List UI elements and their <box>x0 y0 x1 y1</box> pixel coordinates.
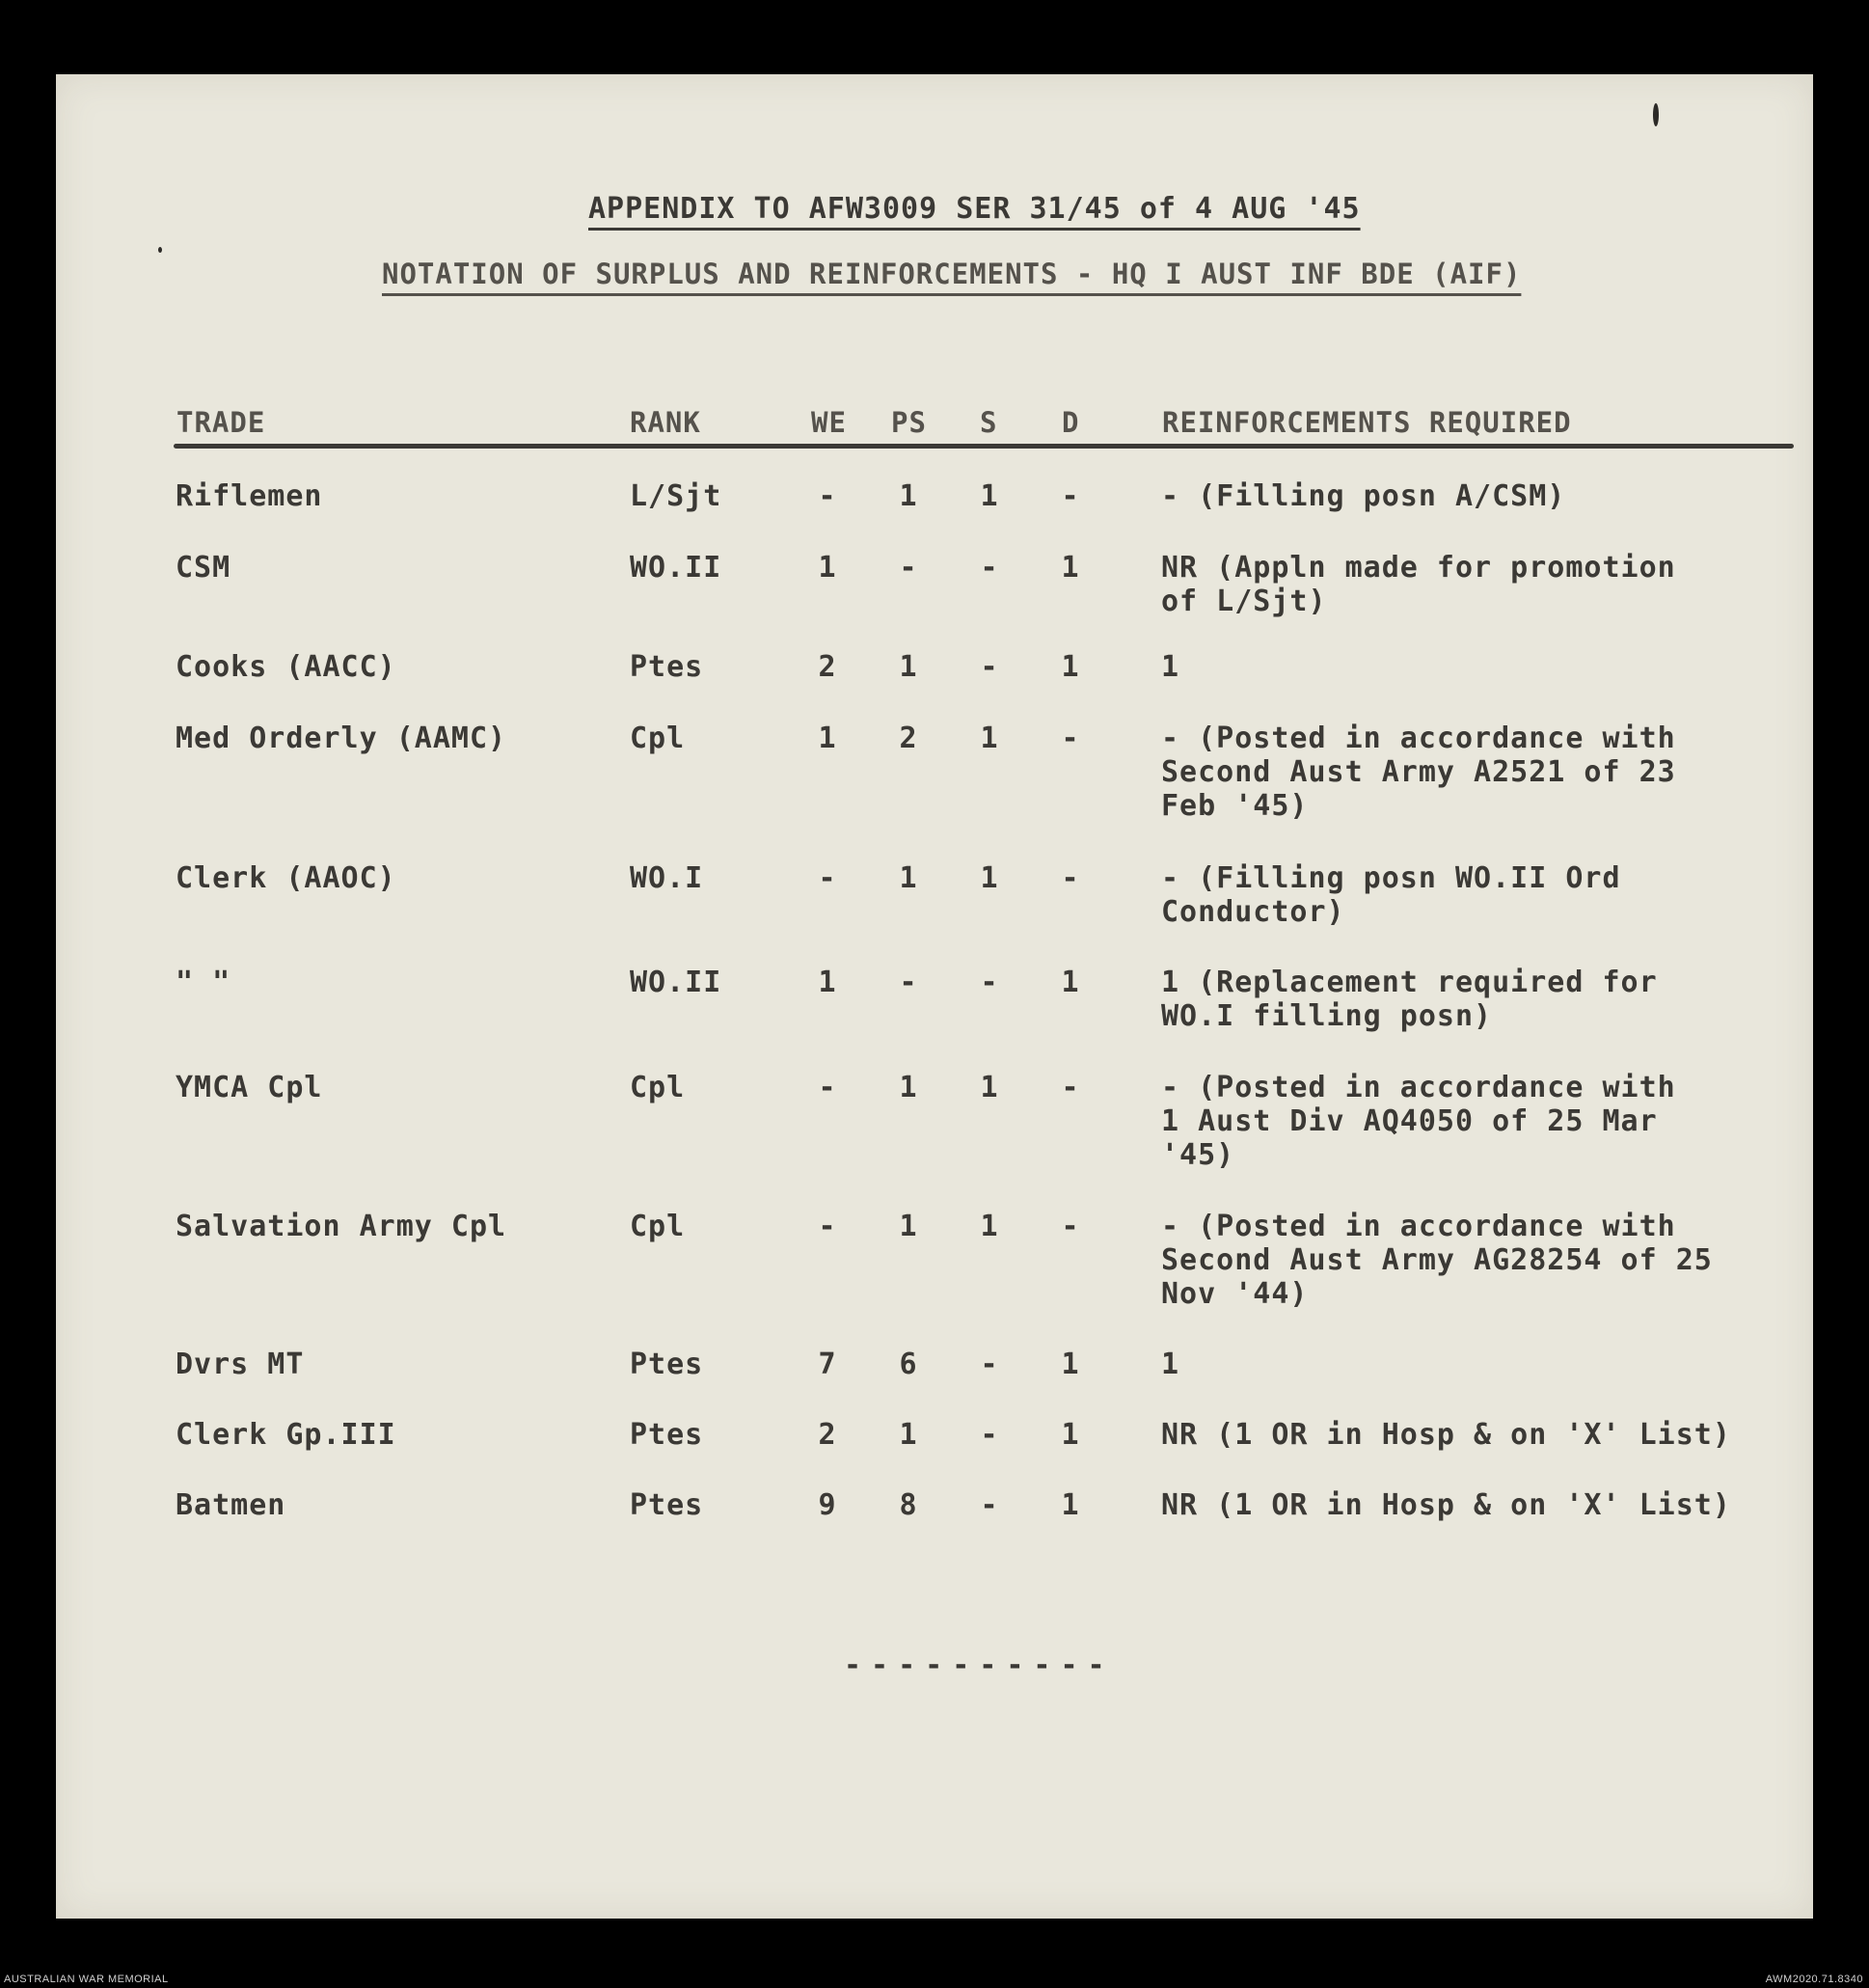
row-s: 1 <box>980 861 999 895</box>
row-rank: Cpl <box>630 1071 686 1104</box>
row-we: 1 <box>818 966 837 999</box>
row-rank: WO.II <box>630 551 722 585</box>
row-rank: WO.II <box>630 966 722 999</box>
row-reinforcements-required: - (Posted in accordance with <box>1161 722 1676 755</box>
row-we: 2 <box>818 650 837 684</box>
row-ps: 6 <box>899 1348 918 1381</box>
row-d: 1 <box>1061 551 1080 585</box>
row-trade: Salvation Army Cpl <box>176 1210 507 1243</box>
row-rank: Cpl <box>630 722 686 755</box>
row-d: 1 <box>1061 1488 1080 1522</box>
row-we: 9 <box>818 1488 837 1522</box>
row-rank: L/Sjt <box>630 479 722 513</box>
document-title: APPENDIX TO AFW3009 SER 31/45 of 4 AUG '45 <box>588 192 1361 226</box>
row-ps: 8 <box>899 1488 918 1522</box>
row-s: 1 <box>980 722 999 755</box>
row-reinforcements-required: Second Aust Army AG28254 of 25 <box>1161 1243 1713 1277</box>
row-d: - <box>1061 1071 1080 1104</box>
row-reinforcements-required: Conductor) <box>1161 895 1345 929</box>
row-rank: Ptes <box>630 1348 704 1381</box>
row-s: 1 <box>980 479 999 513</box>
row-s: 1 <box>980 1210 999 1243</box>
row-we: - <box>818 479 837 513</box>
row-we: - <box>818 1071 837 1104</box>
row-s: 1 <box>980 1071 999 1104</box>
row-we: 1 <box>818 551 837 585</box>
row-s: - <box>980 1418 999 1452</box>
row-trade: Batmen <box>176 1488 286 1522</box>
row-reinforcements-required: Nov '44) <box>1161 1277 1309 1311</box>
footer-institution: AUSTRALIAN WAR MEMORIAL <box>4 1974 169 1985</box>
row-ps: 1 <box>899 861 918 895</box>
row-d: - <box>1061 861 1080 895</box>
row-d: 1 <box>1061 650 1080 684</box>
row-trade: " " <box>176 966 231 999</box>
row-trade: Med Orderly (AAMC) <box>176 722 507 755</box>
row-reinforcements-required: Feb '45) <box>1161 789 1309 823</box>
row-reinforcements-required: 1 <box>1161 650 1180 684</box>
row-rank: Ptes <box>630 650 704 684</box>
row-ps: - <box>899 966 918 999</box>
row-reinforcements-required: NR (1 OR in Hosp & on 'X' List) <box>1161 1418 1731 1452</box>
row-trade: Riflemen <box>176 479 323 513</box>
row-reinforcements-required: 1 <box>1161 1348 1180 1381</box>
row-reinforcements-required: 1 Aust Div AQ4050 of 25 Mar <box>1161 1104 1658 1138</box>
header-rule <box>174 444 1794 449</box>
row-trade: YMCA Cpl <box>176 1071 323 1104</box>
row-we: - <box>818 861 837 895</box>
row-reinforcements-required: of L/Sjt) <box>1161 585 1327 618</box>
row-rank: Ptes <box>630 1418 704 1452</box>
row-d: - <box>1061 1210 1080 1243</box>
row-ps: 1 <box>899 1210 918 1243</box>
row-s: - <box>980 551 999 585</box>
row-reinforcements-required: - (Filling posn WO.II Ord <box>1161 861 1621 895</box>
row-ps: 2 <box>899 722 918 755</box>
header-ps: PS <box>891 406 927 439</box>
row-trade: CSM <box>176 551 231 585</box>
row-trade: Dvrs MT <box>176 1348 305 1381</box>
row-reinforcements-required: NR (Appln made for promotion <box>1161 551 1676 585</box>
row-s: - <box>980 1488 999 1522</box>
row-we: 2 <box>818 1418 837 1452</box>
paper-mark <box>158 247 162 253</box>
row-reinforcements-required: NR (1 OR in Hosp & on 'X' List) <box>1161 1488 1731 1522</box>
row-ps: 1 <box>899 1071 918 1104</box>
row-d: 1 <box>1061 1348 1080 1381</box>
row-reinforcements-required: '45) <box>1161 1138 1235 1172</box>
row-s: - <box>980 1348 999 1381</box>
paper-mark <box>1653 103 1659 126</box>
header-we: WE <box>811 406 847 439</box>
row-reinforcements-required: WO.I filling posn) <box>1161 999 1493 1033</box>
document-page <box>56 74 1813 1919</box>
row-d: 1 <box>1061 1418 1080 1452</box>
row-rank: WO.I <box>630 861 704 895</box>
row-ps: 1 <box>899 650 918 684</box>
end-marker: ---------- <box>844 1648 1115 1682</box>
row-trade: Cooks (AACC) <box>176 650 396 684</box>
row-d: 1 <box>1061 966 1080 999</box>
row-d: - <box>1061 479 1080 513</box>
row-reinforcements-required: - (Filling posn A/CSM) <box>1161 479 1566 513</box>
row-reinforcements-required: - (Posted in accordance with <box>1161 1210 1676 1243</box>
row-ps: 1 <box>899 1418 918 1452</box>
header-s: S <box>980 406 998 439</box>
row-rank: Ptes <box>630 1488 704 1522</box>
header-rank: RANK <box>630 406 701 439</box>
row-trade: Clerk Gp.III <box>176 1418 396 1452</box>
row-reinforcements-required: Second Aust Army A2521 of 23 <box>1161 755 1676 789</box>
header-reinforcements-required: REINFORCEMENTS REQUIRED <box>1162 406 1572 439</box>
header-trade: TRADE <box>176 406 266 439</box>
row-we: 7 <box>818 1348 837 1381</box>
header-d: D <box>1062 406 1080 439</box>
row-trade: Clerk (AAOC) <box>176 861 396 895</box>
row-reinforcements-required: - (Posted in accordance with <box>1161 1071 1676 1104</box>
row-reinforcements-required: 1 (Replacement required for <box>1161 966 1658 999</box>
document-subtitle: NOTATION OF SURPLUS AND REINFORCEMENTS - HQ I AUST INF BDE (AIF) <box>382 258 1522 290</box>
row-s: - <box>980 650 999 684</box>
row-ps: - <box>899 551 918 585</box>
row-rank: Cpl <box>630 1210 686 1243</box>
row-d: - <box>1061 722 1080 755</box>
row-we: 1 <box>818 722 837 755</box>
footer-accession-number: AWM2020.71.8340 <box>1765 1974 1863 1985</box>
row-s: - <box>980 966 999 999</box>
row-we: - <box>818 1210 837 1243</box>
row-ps: 1 <box>899 479 918 513</box>
